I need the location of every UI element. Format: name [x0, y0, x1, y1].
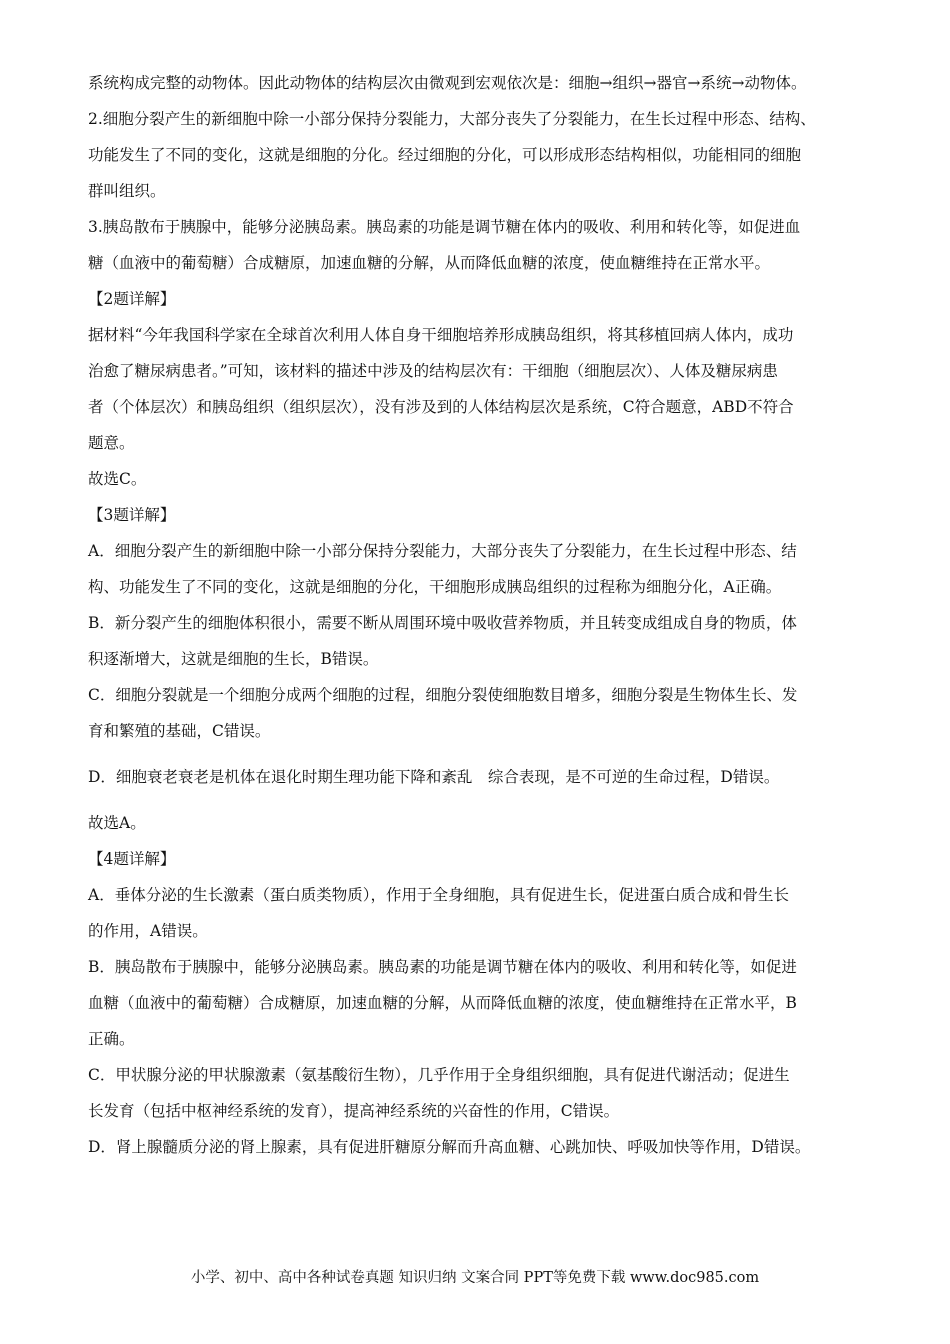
text-line: C．甲状腺分泌的甲状腺激素（氨基酸衍生物），几乎作用于全身组织细胞，具有促进代谢活动；促进生 [88, 1066, 790, 1084]
text-line: 据材料“今年我国科学家在全球首次利用人体自身干细胞培养形成胰岛组织，将其移植回病人体内，成功 [88, 326, 794, 344]
text-line: D．细胞衰老衰老是机体在退化时期生理功能下降和紊乱 综合表现，是不可逆的生命过程，D错误。 [88, 768, 780, 786]
text-line: 者（个体层次）和胰岛组织（组织层次），没有涉及到的人体结构层次是系统，C符合题意，ABD不符合 [88, 398, 794, 416]
answer-line: 故选C。 [88, 470, 147, 488]
text-line: B．新分裂产生的细胞体积很小，需要不断从周围环境中吸收营养物质，并且转变成组成自身的物质，体 [88, 614, 797, 632]
text-line: 2.细胞分裂产生的新细胞中除一小部分保持分裂能力，大部分丧失了分裂能力，在生长过程中形态、结构、 [88, 110, 816, 128]
text-line: 育和繁殖的基础，C错误。 [88, 722, 271, 740]
text-line: 功能发生了不同的变化，这就是细胞的分化。经过细胞的分化，可以形成形态结构相似，功能相同的细胞 [88, 146, 802, 164]
section-heading-q2: 【2题详解】 [88, 290, 176, 308]
text-line: A．细胞分裂产生的新细胞中除一小部分保持分裂能力，大部分丧失了分裂能力，在生长过程中形态、结 [88, 542, 797, 560]
section-heading-q4: 【4题详解】 [88, 850, 176, 868]
text-line: 正确。 [88, 1030, 135, 1048]
text-line: A．垂体分泌的生长激素（蛋白质类物质），作用于全身细胞，具有促进生长，促进蛋白质合成和骨生长 [88, 886, 789, 904]
text-line: 构、功能发生了不同的变化，这就是细胞的分化，干细胞形成胰岛组织的过程称为细胞分化，A正确。 [88, 578, 782, 596]
document-body [88, 72, 868, 1158]
page-footer: 小学、初中、高中各种试卷真题 知识归纳 文案合同 PPT等免费下载 www.doc985.com [190, 1270, 760, 1286]
text-line: 群叫组织。 [88, 182, 166, 200]
section-heading-q3: 【3题详解】 [88, 506, 176, 524]
text-line: 长发育（包括中枢神经系统的发育），提高神经系统的兴奋性的作用，C错误。 [88, 1102, 620, 1120]
text-line: 治愈了糖尿病患者。”可知，该材料的描述中涉及的结构层次有：干细胞（细胞层次）、人体及糖尿病患 [88, 362, 778, 380]
text-line: 血糖（血液中的葡萄糖）合成糖原，加速血糖的分解，从而降低血糖的浓度，使血糖维持在正常水平，B [88, 994, 797, 1012]
answer-line: 故选A。 [88, 814, 146, 832]
text-line: 系统构成完整的动物体。因此动物体的结构层次由微观到宏观依次是：细胞→组织→器官→系统→动物体。 [88, 74, 807, 92]
text-line: 的作用，A错误。 [88, 922, 208, 940]
text-line: C．细胞分裂就是一个细胞分成两个细胞的过程，细胞分裂使细胞数目增多，细胞分裂是生物体生长、发 [88, 686, 798, 704]
text-line: 3.胰岛散布于胰腺中，能够分泌胰岛素。胰岛素的功能是调节糖在体内的吸收、利用和转化等，如促进血 [88, 218, 801, 236]
text-line: 题意。 [88, 434, 135, 452]
text-line: D．肾上腺髓质分泌的肾上腺素，具有促进肝糖原分解而升高血糖、心跳加快、呼吸加快等作用，D错误。 [88, 1138, 811, 1156]
text-line: 糖（血液中的葡萄糖）合成糖原，加速血糖的分解，从而降低血糖的浓度，使血糖维持在正常水平。 [88, 254, 771, 272]
text-line: B．胰岛散布于胰腺中，能够分泌胰岛素。胰岛素的功能是调节糖在体内的吸收、利用和转化等，如促进 [88, 958, 797, 976]
text-line: 积逐渐增大，这就是细胞的生长，B错误。 [88, 650, 379, 668]
